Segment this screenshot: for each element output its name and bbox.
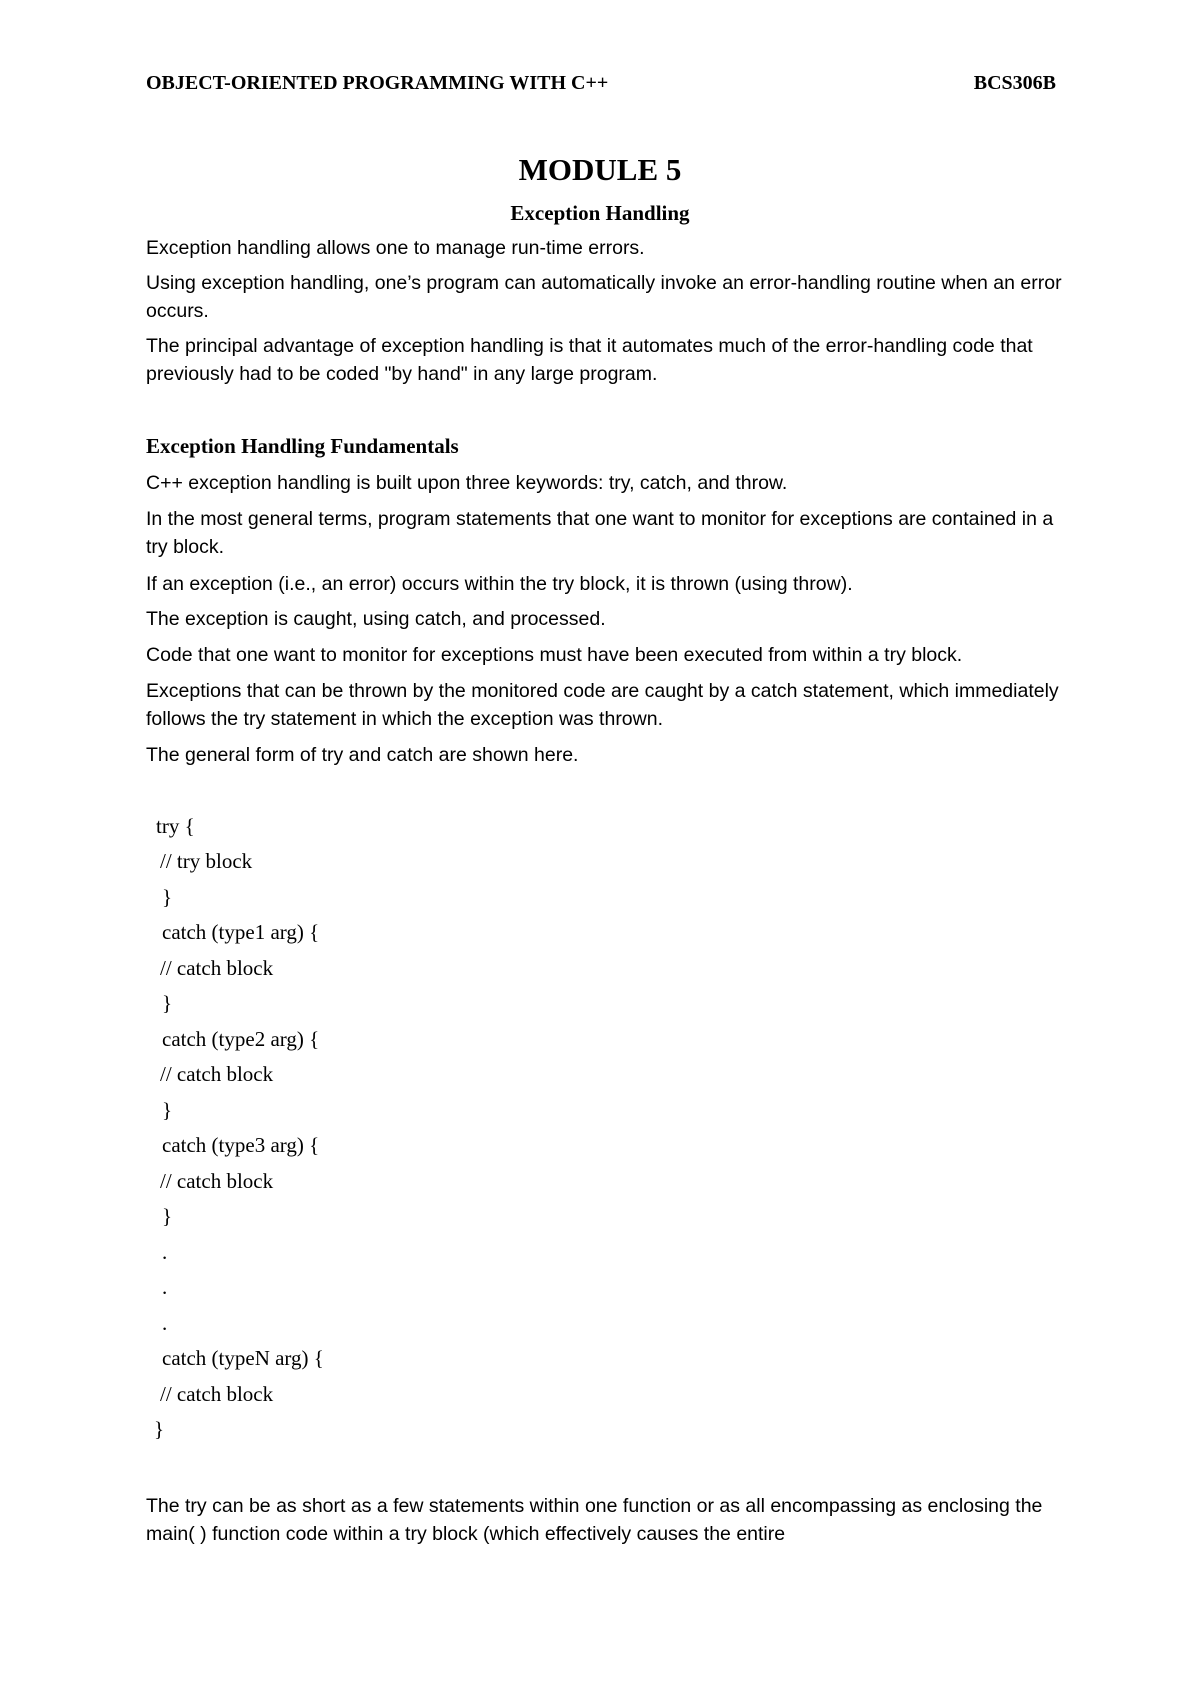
code-line: } — [162, 1098, 173, 1122]
page-header — [146, 72, 1056, 102]
code-line: // catch block — [160, 1062, 274, 1086]
code-line: } — [162, 991, 173, 1015]
code-line: try { — [156, 814, 195, 838]
code-line: // try block — [160, 849, 253, 873]
paragraph: Exceptions that can be thrown by the monitored code are caught by a catch statement, which immediately follows the try statement in which the exception was thrown. — [146, 680, 1059, 730]
paragraph: The exception is caught, using catch, and processed. — [146, 608, 606, 630]
paragraph: Code that one want to monitor for exceptions must have been executed from within a try block. — [146, 644, 963, 666]
code-line: } — [154, 1417, 165, 1441]
code-line: } — [162, 885, 173, 909]
code-line: . — [162, 1240, 168, 1264]
code-line: catch (type2 arg) { — [162, 1027, 320, 1051]
code-line: } — [162, 1204, 173, 1228]
code-line: . — [162, 1275, 168, 1299]
code-line: catch (typeN arg) { — [162, 1346, 324, 1370]
course-code: BCS306B — [973, 72, 1056, 94]
code-line: . — [162, 1311, 168, 1335]
section-title: Exception Handling — [510, 201, 690, 225]
code-line: catch (type1 arg) { — [162, 920, 320, 944]
paragraph: If an exception (i.e., an error) occurs within the try block, it is thrown (using throw). — [146, 573, 853, 595]
paragraph: Exception handling allows one to manage run-time errors. — [146, 237, 645, 259]
code-line: // catch block — [160, 1169, 274, 1193]
paragraph: The try can be as short as a few statements within one function or as all encompassing as enclosing the main( ) function code within a try block (which effectively causes the entire — [146, 1495, 1043, 1545]
code-line: catch (type3 arg) { — [162, 1133, 320, 1157]
paragraph: The general form of try and catch are shown here. — [146, 744, 579, 766]
paragraph: Using exception handling, one’s program can automatically invoke an error-handling routine when an error occurs. — [146, 272, 1062, 322]
paragraph: The principal advantage of exception handling is that it automates much of the error-handling code that previously had to be coded "by hand" in any large program. — [146, 335, 1033, 385]
paragraph: C++ exception handling is built upon three keywords: try, catch, and throw. — [146, 472, 788, 494]
subsection-heading: Exception Handling Fundamentals — [146, 434, 459, 458]
code-line: // catch block — [160, 956, 274, 980]
code-line: // catch block — [160, 1382, 274, 1406]
course-title: OBJECT-ORIENTED PROGRAMMING WITH C++ — [146, 72, 609, 94]
module-title: MODULE 5 — [518, 152, 682, 187]
paragraph: In the most general terms, program statements that one want to monitor for exceptions are contained in a try block. — [146, 508, 1054, 558]
